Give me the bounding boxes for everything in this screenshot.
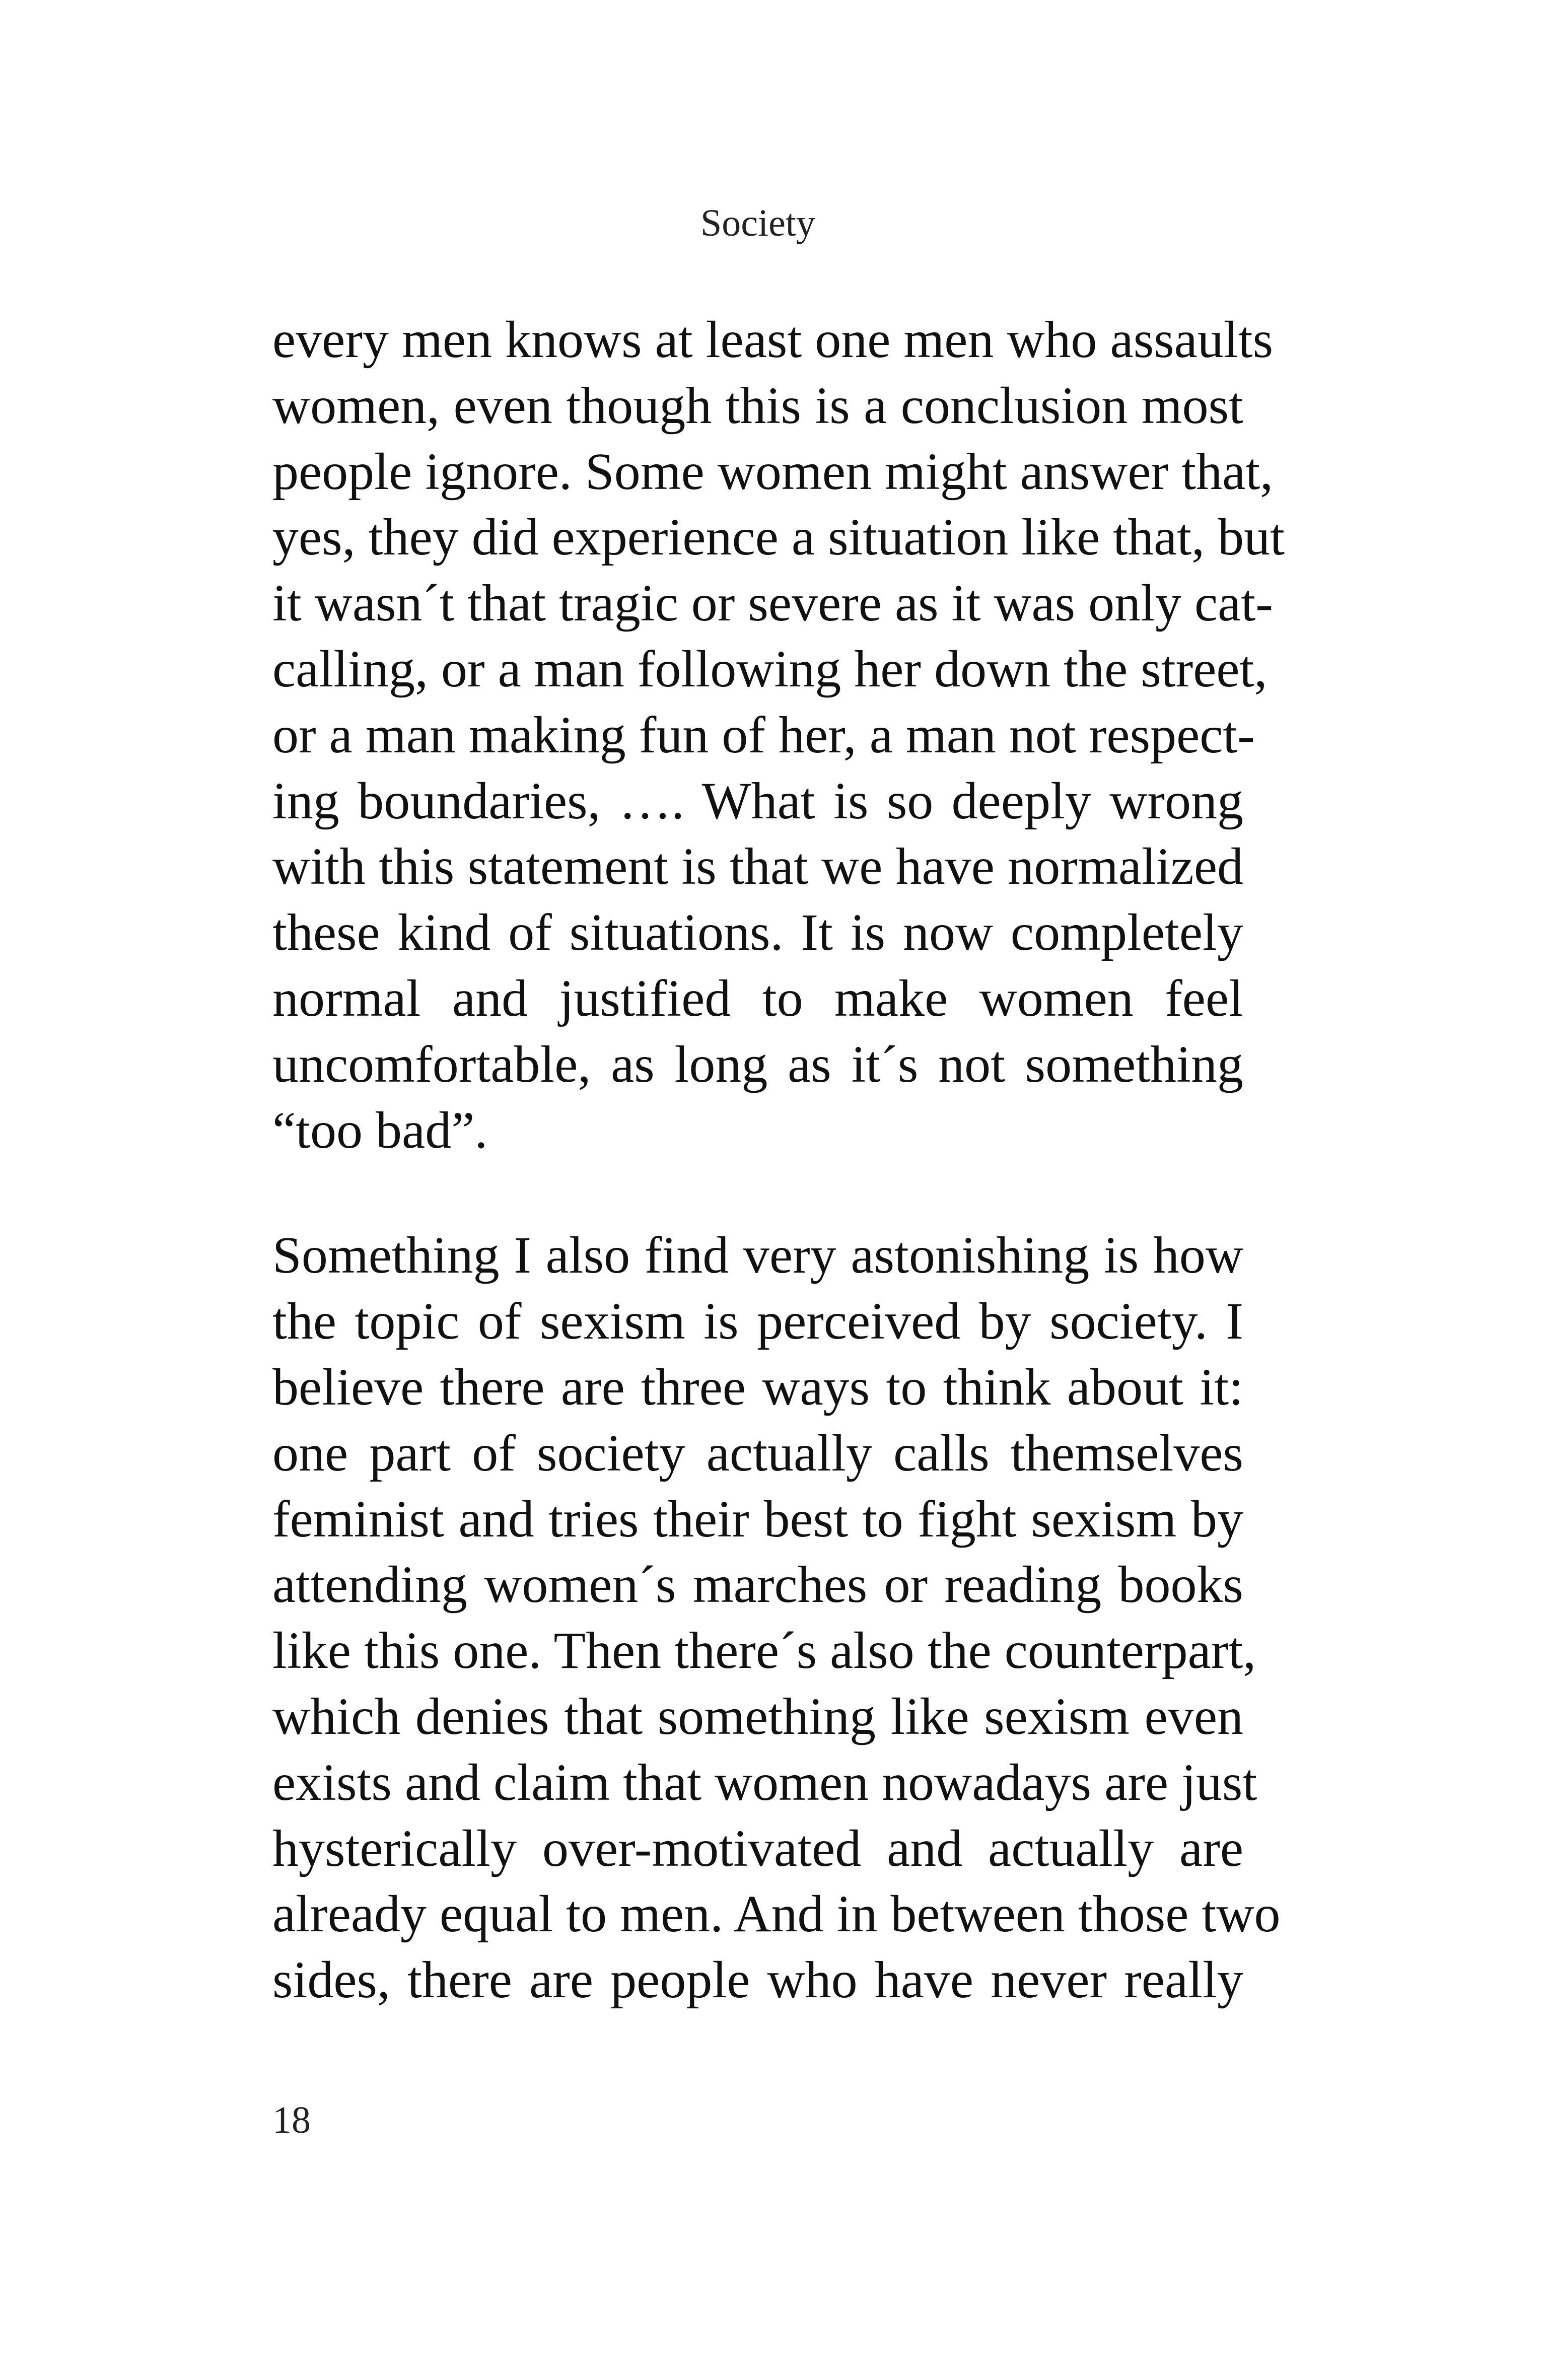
text-line: like this one. Then there´s also the counterpart, [272, 1622, 1256, 1680]
text-line: these kind of situations. It is now completely [272, 903, 1243, 962]
paragraph [272, 1223, 1281, 2013]
text-line: calling, or a man following her down the street, [272, 640, 1268, 698]
text-line: yes, they did experience a situation like that, but [272, 508, 1285, 567]
text-line: women, even though this is a conclusion most [272, 376, 1243, 435]
text-line: one part of society actually calls themselves [272, 1424, 1243, 1482]
text-line: normal and justified to make women feel [272, 969, 1243, 1027]
page-number: 18 [272, 2099, 311, 2141]
text-line: “too bad”. [272, 1101, 488, 1159]
body-text [272, 307, 1285, 2013]
text-line: uncomfortable, as long as it´s not something [272, 1035, 1243, 1093]
text-line: which denies that something like sexism even [272, 1687, 1243, 1745]
text-line: feminist and tries their best to fight sexism by [272, 1490, 1243, 1548]
text-line: or a man making fun of her, a man not respect- [272, 706, 1255, 764]
running-header: Society [700, 202, 815, 244]
paragraph [272, 307, 1285, 1163]
text-line: every men knows at least one men who assaults [272, 311, 1274, 369]
text-line: ing boundaries, …. What is so deeply wrong [272, 772, 1243, 830]
text-line: the topic of sexism is perceived by society. I [272, 1292, 1243, 1351]
text-line: attending women´s marches or reading books [272, 1556, 1243, 1614]
text-line: believe there are three ways to think about it: [272, 1358, 1243, 1416]
text-line: Something I also find very astonishing is how [272, 1226, 1243, 1285]
text-line: people ignore. Some women might answer that, [272, 442, 1274, 501]
paragraph-gap [272, 1163, 1243, 1223]
text-line: sides, there are people who have never really [272, 1951, 1243, 2009]
text-line: hysterically over-motivated and actually are [272, 1819, 1243, 1877]
text-line: already equal to men. And in between those two [272, 1885, 1281, 1943]
text-line: with this statement is that we have normalized [272, 837, 1243, 896]
text-line: exists and claim that women nowadays are just [272, 1753, 1257, 1811]
text-line: it wasn´t that tragic or severe as it was only cat- [272, 574, 1273, 633]
